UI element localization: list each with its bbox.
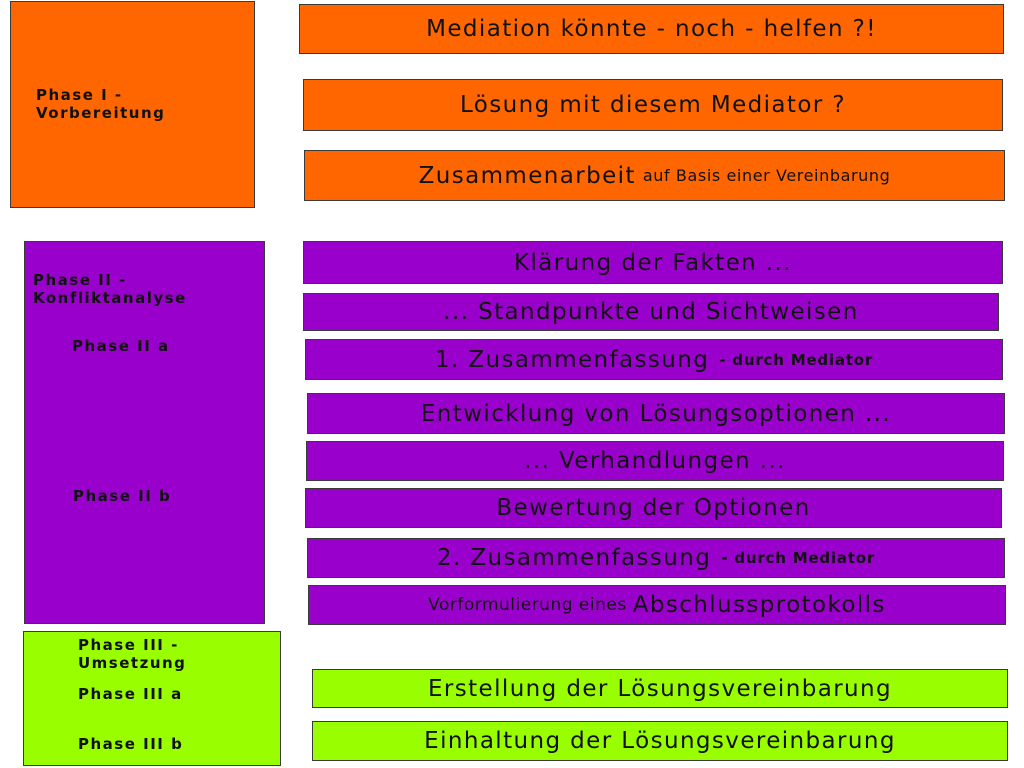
step-standpunkte (303, 293, 999, 331)
phase1-label: Phase I - Vorbereitung (36, 86, 166, 122)
step-einhaltung-vereinbarung-text: Einhaltung der Lösungsvereinbarung (424, 728, 896, 754)
step-klaerung-fakten-text: Klärung der Fakten ... (514, 249, 792, 276)
step-zusammenarbeit-text: Zusammenarbeit (418, 162, 636, 189)
step-zusammenfassung-1-text: 1. Zusammenfassung (434, 346, 710, 373)
phase3-label: Phase III - Umsetzung (78, 636, 187, 672)
step-zusammenarbeit (304, 150, 1005, 201)
step-loesung-mediator (303, 79, 1003, 131)
step-zusammenarbeit-subtext: auf Basis einer Vereinbarung (642, 166, 891, 185)
phase3a-label: Phase III a (78, 685, 183, 703)
step-mediation-helfen (299, 4, 1004, 54)
phase2a-label: Phase II a (72, 337, 170, 355)
step-entwicklung-optionen-text: Entwicklung von Lösungsoptionen ... (420, 400, 892, 427)
step-einhaltung-vereinbarung (312, 721, 1008, 761)
step-zusammenfassung-1-subtext: - durch Mediator (719, 350, 874, 369)
step-klaerung-fakten (303, 241, 1003, 284)
step-bewertung-optionen (305, 488, 1002, 528)
phase3b-label: Phase III b (78, 735, 184, 753)
step-loesung-mediator-text: Lösung mit diesem Mediator ? (460, 92, 846, 118)
step-zusammenfassung-2 (307, 538, 1005, 578)
step-vorformulierung-pretext: Vorformulierung eines (428, 595, 627, 615)
step-vorformulierung-text: Abschlussprotokolls (632, 592, 886, 618)
step-erstellung-vereinbarung-text: Erstellung der Lösungsvereinbarung (427, 675, 893, 702)
phase2-label: Phase II - Konfliktanalyse (33, 271, 187, 307)
step-vorformulierung (308, 585, 1006, 625)
step-verhandlungen (306, 441, 1004, 481)
step-verhandlungen-text: ... Verhandlungen ... (524, 448, 786, 474)
step-erstellung-vereinbarung (312, 669, 1008, 708)
step-standpunkte-text: ... Standpunkte und Sichtweisen (443, 299, 859, 325)
step-zusammenfassung-2-subtext: - durch Mediator (721, 549, 876, 567)
step-entwicklung-optionen (307, 393, 1005, 434)
step-bewertung-optionen-text: Bewertung der Optionen (496, 495, 811, 521)
step-zusammenfassung-2-text: 2. Zusammenfassung (436, 545, 712, 571)
step-zusammenfassung-1 (305, 339, 1003, 380)
step-mediation-helfen-text: Mediation könnte - noch - helfen ?! (426, 16, 877, 42)
phase2b-label: Phase II b (73, 487, 172, 505)
